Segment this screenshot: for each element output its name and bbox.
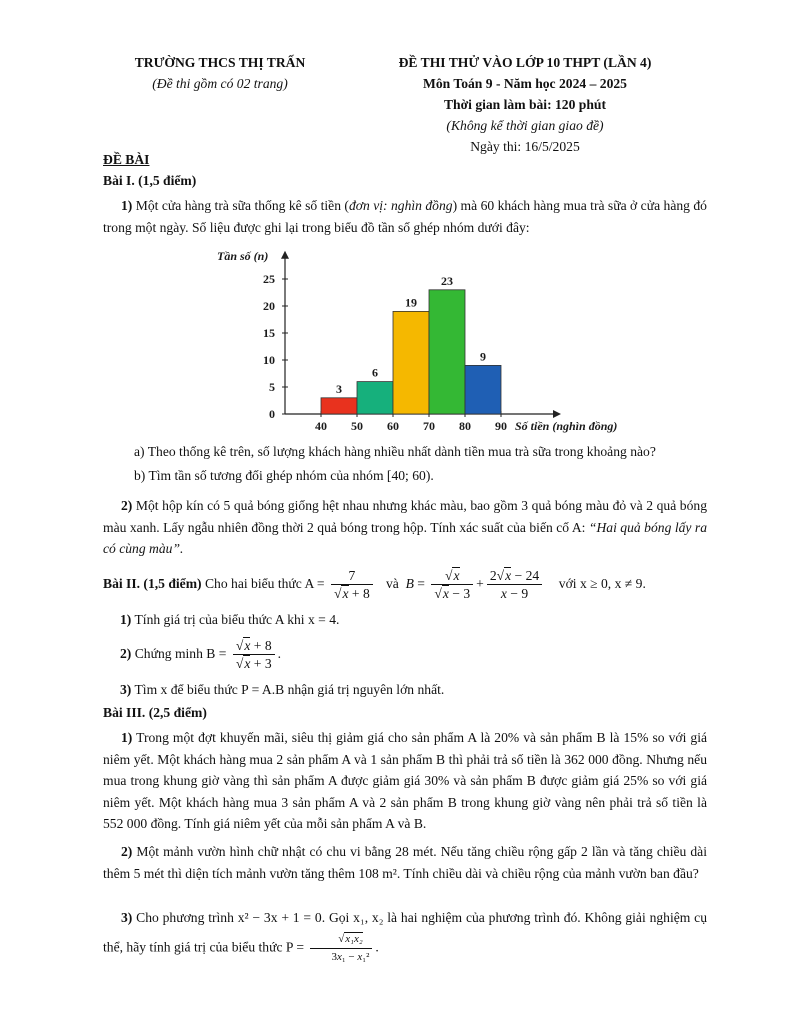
section-title: ĐỀ BÀI [103,152,150,167]
x-tick-label: 80 [459,419,471,433]
bar-value-label: 9 [480,349,486,364]
x-tick-label: 60 [387,419,399,433]
part1-qa: a) Theo thống kê trên, số lượng khách hàng nhiều nhất dành tiền mua trà sữa trong khoảng nào? [134,444,656,459]
duration-note: (Không kể thời gian giao đề) [446,118,604,133]
part2-q3: 3) Tìm x để biểu thức P = A.B nhận giá trị nguyên lớn nhất. [120,682,445,697]
fraction-b1: $\frac{√x}{√x - 3}$ [431,567,473,602]
part2-intro-text: Cho hai biểu thức A = [201,576,328,591]
part1-q2-quote: “Hai quả bóng lấy ra có cùng màu”. [103,519,707,556]
fraction-a: $\frac{7}{√x + 8}$ [331,567,373,602]
part3-q2-label: 2) [121,844,133,859]
part1-qb: b) Tìm tần số tương đối ghép nhóm của nhóm [40; 60). [134,468,434,483]
y-tick-label: 5 [269,380,275,394]
y-tick-label: 20 [263,299,275,313]
x-tick-label: 50 [351,419,363,433]
fraction-p: $\frac{\text{√x₁x₂}}{\text{3x₁ − x₁²}}$ [310,931,372,966]
part3-q1-text: Trong một đợt khuyến mãi, siêu thị giảm giá cho sản phẩm A là 20% và sản phẩm B là 15% so với giá niêm yết. Một khách hàng mua 2 sản phẩm A và 1 sản phẩm B thì phải trả số tiền là 362 000 đồng. Nhưng nếu mua trong khung giờ vàng thì sản phẩm A được giảm giá 30% và sản phẩm B được giảm giá 25% so với giá niêm yết. Một khách hàng mua 3 sản phẩm A và 2 sản phẩm B trong khung giờ vàng nên phải trả số tiền là 552 000 đồng. Tính giá niêm yết của mỗi sản phẩm A và B. [103,730,707,831]
part2-q1: 1) Tính giá trị của biểu thức A khi x = 4. [120,612,340,627]
y-tick-label: 15 [263,326,275,340]
school-name: TRƯỜNG THCS THỊ TRẤN [134,55,306,70]
histogram-chart [210,244,630,438]
x-axis-arrow [553,410,561,418]
part1-q1-text-b: ) mà 60 khách hàng mua trà sữa ở cửa hàng đó trong một ngày. Số liệu được ghi lại trong biểu đồ tần số ghép nhóm dưới đây: [103,198,707,235]
histogram-bar [465,365,501,414]
y-tick-label: 10 [263,353,275,367]
part2-condition: với x ≥ 0, x ≠ 9. [558,576,646,591]
part3-title: Bài III. (2,5 điểm) [103,705,207,720]
part2-q1-text: Tính giá trị của biểu thức A khi x = 4. [134,612,340,627]
part1-q2-label: 2) [121,498,133,513]
bar-value-label: 3 [336,381,342,396]
exam-title: ĐỀ THI THỬ VÀO LỚP 10 THPT (LẦN 4) [398,55,652,70]
part1-q1 [103,195,707,238]
y-axis-label: Tần số (n) [217,249,269,263]
part1-q2-text: Một hộp kín có 5 quả bóng giống hệt nhau nhưng khác màu, bao gồm 3 quả bóng màu đỏ và 2 quả bóng màu xanh. Lấy ngẫu nhiên đồng thời 2 quả bóng trong hộp. Tính xác suất của biến cố A: [103,498,707,535]
fraction-b2: $\frac{2√x - 24}{x - 9}$ [487,567,542,602]
x-tick-label: 90 [495,419,507,433]
histogram-bar [321,398,357,414]
exam-date: Ngày thi: 16/5/2025 [470,139,580,154]
histogram-bar [357,382,393,414]
part1-q2 [103,495,707,560]
pages-note: (Đề thi gồm có 02 trang) [152,76,288,91]
part3-q3: 3) Cho phương trình x² − 3x + 1 = 0. Gọi x₁, x₂ là hai nghiệm của phương trình đó. Không giải nghiệm cụ thể, hãy tính giá trị của biểu thức P = $\frac{\text{√x₁x₂}}{\text{3x₁ − x₁²}}$ . [103,904,707,966]
histogram-bar [429,290,465,414]
histogram-bar [393,311,429,414]
fraction-b-proof: $\frac{√x + 8}{√x + 3}$ [233,637,275,672]
part2-q3-text: Tìm x để biểu thức P = A.B nhận giá trị nguyên lớn nhất. [134,682,445,697]
header-right [360,52,690,157]
y-axis-arrow [281,251,289,259]
part2-title: Bài II. (1,5 điểm) [103,576,202,591]
part3-q2 [103,841,707,884]
x-tick-label: 70 [423,419,435,433]
part3-q1-label: 1) [121,730,133,745]
part3-q3-label: 3) [121,910,133,925]
y-tick-label: 0 [269,407,275,421]
bar-value-label: 23 [441,273,453,288]
part2-q2-text: Chứng minh B = [134,646,227,661]
header-left [100,52,340,94]
subject-line: Môn Toán 9 - Năm học 2024 – 2025 [423,76,627,91]
part3-q3-text: Cho phương trình x² − 3x + 1 = 0. Gọi x₁, x₂ là hai nghiệm của phương trình đó. Không giải nghiệm cụ thể, hãy tính giá trị của biểu thức P = [103,910,707,955]
part1-q1-label: 1) [121,198,133,213]
part3-q1 [103,727,707,835]
part3-q2-text: Một mảnh vườn hình chữ nhật có chu vi bằng 28 mét. Nếu tăng chiều rộng gấp 2 lần và tăng chiều dài thêm 5 mét thì diện tích mảnh vườn tăng thêm 108 m². Tính chiều dài và chiều rộng của mảnh vườn ban đầu? [103,844,707,881]
duration-line: Thời gian làm bài: 120 phút [443,97,606,112]
part1-q1-unit: đơn vị: nghìn đồng [348,198,453,213]
part2-q2: 2) Chứng minh B = $\frac{√x + 8}{√x + 3}$ . [120,638,282,672]
x-tick-label: 40 [315,419,327,433]
y-tick-label: 25 [263,272,275,286]
part1-q1-text-a: Một cửa hàng trà sữa thống kê số tiền ( [132,198,349,213]
part1-title: Bài I. (1,5 điểm) [103,173,197,188]
x-axis-label: Số tiền (nghìn đồng) [515,419,618,433]
part2-intro: Bài II. (1,5 điểm) Cho hai biểu thức A = $\frac{7}{√x + 8}$ và B = $\frac{√x}{√x - 3}$ + $\frac{2√x - 24}{x - 9}$ với x ≥ 0, x ≠ 9. [103,568,646,602]
bar-value-label: 6 [372,365,378,380]
bar-value-label: 19 [405,295,417,310]
